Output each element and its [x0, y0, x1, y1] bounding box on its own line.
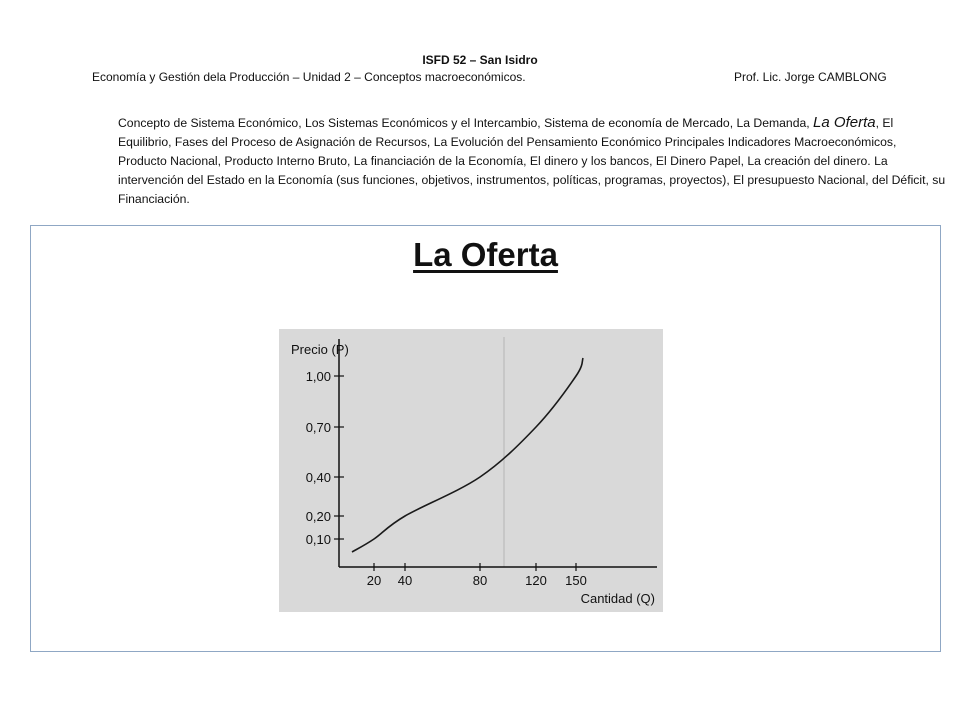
chart-background: [279, 329, 663, 612]
x-tick-label: 120: [525, 573, 547, 588]
x-axis-label: Cantidad (Q): [580, 591, 655, 606]
header-professor: Prof. Lic. Jorge CAMBLONG: [734, 70, 887, 84]
slide-frame: [30, 225, 941, 652]
x-tick-label: 150: [565, 573, 587, 588]
y-tick-label: 1,00: [305, 369, 331, 384]
y-axis-label: Precio (P): [291, 342, 349, 357]
topics-paragraph: [118, 113, 948, 209]
y-tick-label: 0,20: [305, 509, 331, 524]
topics-after: , El Equilibrio, Fases del Proceso de Asignación de Recursos, La Evolución del Pensamiento Económico Principales Indicadores Macroeconómicos, Producto Nacional, Producto Interno Bruto, La financiación de la Economía, El dinero y los bancos, El Dinero Papel, La creación del dinero. La intervención del Estado en la Economía (sus funciones, objetivos, instrumentos, políticas, programas, proyectos), El presupuesto Nacional, del Déficit, su Financiación.: [118, 116, 946, 206]
x-tick-label: 80: [472, 573, 488, 588]
topics-emphasis: La Oferta: [813, 114, 876, 131]
y-tick-label: 0,10: [305, 532, 331, 547]
y-tick-label: 0,70: [305, 420, 331, 435]
header-institution: ISFD 52 – San Isidro: [422, 53, 538, 67]
x-tick-label: 20: [366, 573, 382, 588]
x-tick-label: 40: [397, 573, 413, 588]
y-tick-label: 0,40: [305, 470, 331, 485]
slide-title: [31, 236, 940, 274]
supply-chart: [279, 329, 663, 612]
topics-before: Concepto de Sistema Económico, Los Sistemas Económicos y el Intercambio, Sistema de economía de Mercado, La Demanda,: [118, 116, 810, 130]
slide-title-text: La Oferta: [413, 236, 558, 273]
header-subtitle: Economía y Gestión dela Producción – Unidad 2 – Conceptos macroeconómicos.: [92, 70, 526, 84]
